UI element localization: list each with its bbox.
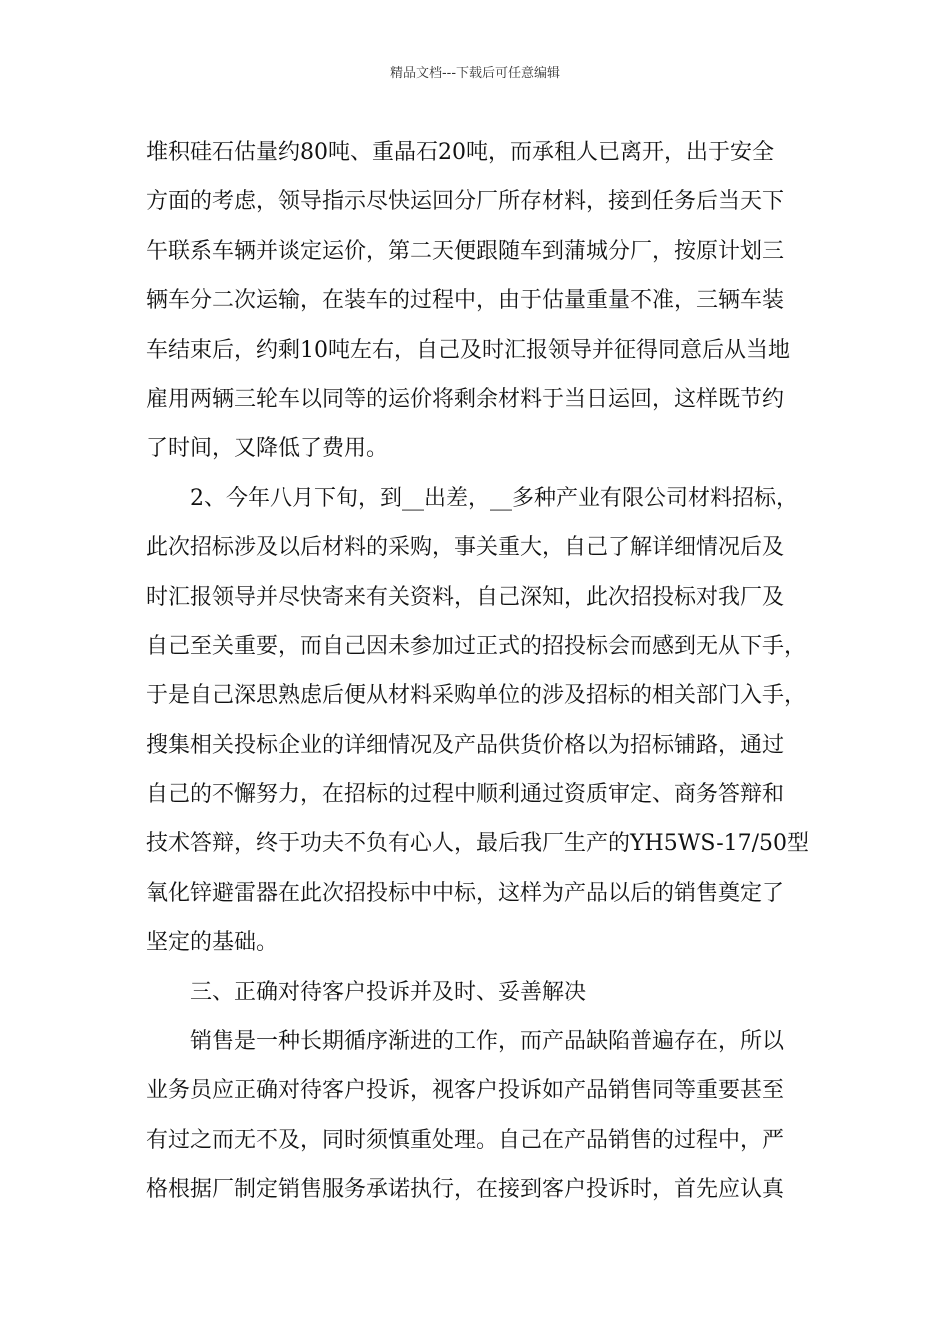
text-line: 方面的考虑，领导指示尽快运回分厂所存材料，接到任务后当天下 <box>146 189 785 215</box>
text-line: 格根据厂制定销售服务承诺执行，在接到客户投诉时，首先应认真 <box>146 1177 785 1203</box>
text-line: 堆积硅石估量约80吨、重晶石20吨，而承租人已离开，出于安全 <box>146 140 774 165</box>
text-line: 于是自己深思熟虑后便从材料采购单位的涉及招标的相关部门入手， <box>146 683 807 709</box>
text-line: 辆车分二次运输，在装车的过程中，由于估量重量不准，三辆车装 <box>146 288 785 314</box>
paragraph-start-line: 销售是一种长期循序渐进的工作，而产品缺陷普遍存在，所以 <box>190 1029 785 1055</box>
text-line: 坚定的基础。 <box>146 930 279 956</box>
document-body <box>146 128 826 1215</box>
text-line: 业务员应正确对待客户投诉，视客户投诉如产品销售同等重要甚至 <box>146 1078 785 1104</box>
text-line: 车结束后，约剩10吨左右，自己及时汇报领导并征得同意后从当地 <box>146 337 790 363</box>
text-line: 时汇报领导并尽快寄来有关资料，自己深知，此次招投标对我厂及 <box>146 584 785 610</box>
page-header: 精品文档---下载后可任意编辑 <box>389 66 561 81</box>
section-heading: 三、正确对待客户投诉并及时、妥善解决 <box>190 979 587 1005</box>
text-line: 技术答辩，终于功夫不负有心人，最后我厂生产的YH5WS-17/50型 <box>146 831 810 857</box>
text-line: 有过之而无不及，同时须慎重处理。自己在产品销售的过程中，严 <box>146 1127 785 1153</box>
paragraph-start-line: 2、今年八月下旬，到__出差，__多种产业有限公司材料招标， <box>190 485 798 511</box>
text-line: 自己至关重要，而自己因未参加过正式的招投标会而感到无从下手， <box>146 633 807 659</box>
text-line: 自己的不懈努力，在招标的过程中顺利通过资质审定、商务答辩和 <box>146 782 785 808</box>
text-line: 氧化锌避雷器在此次招投标中中标，这样为产品以后的销售奠定了 <box>146 880 785 906</box>
text-line: 午联系车辆并谈定运价，第二天便跟随车到蒲城分厂，按原计划三 <box>146 238 785 264</box>
text-line: 此次招标涉及以后材料的采购，事关重大，自己了解详细情况后及 <box>146 535 785 561</box>
text-line: 雇用两辆三轮车以同等的运价将剩余材料于当日运回，这样既节约 <box>146 386 785 412</box>
text-line: 了时间，又降低了费用。 <box>146 436 389 462</box>
text-line: 搜集相关投标企业的详细情况及产品供货价格以为招标铺路，通过 <box>146 732 785 758</box>
